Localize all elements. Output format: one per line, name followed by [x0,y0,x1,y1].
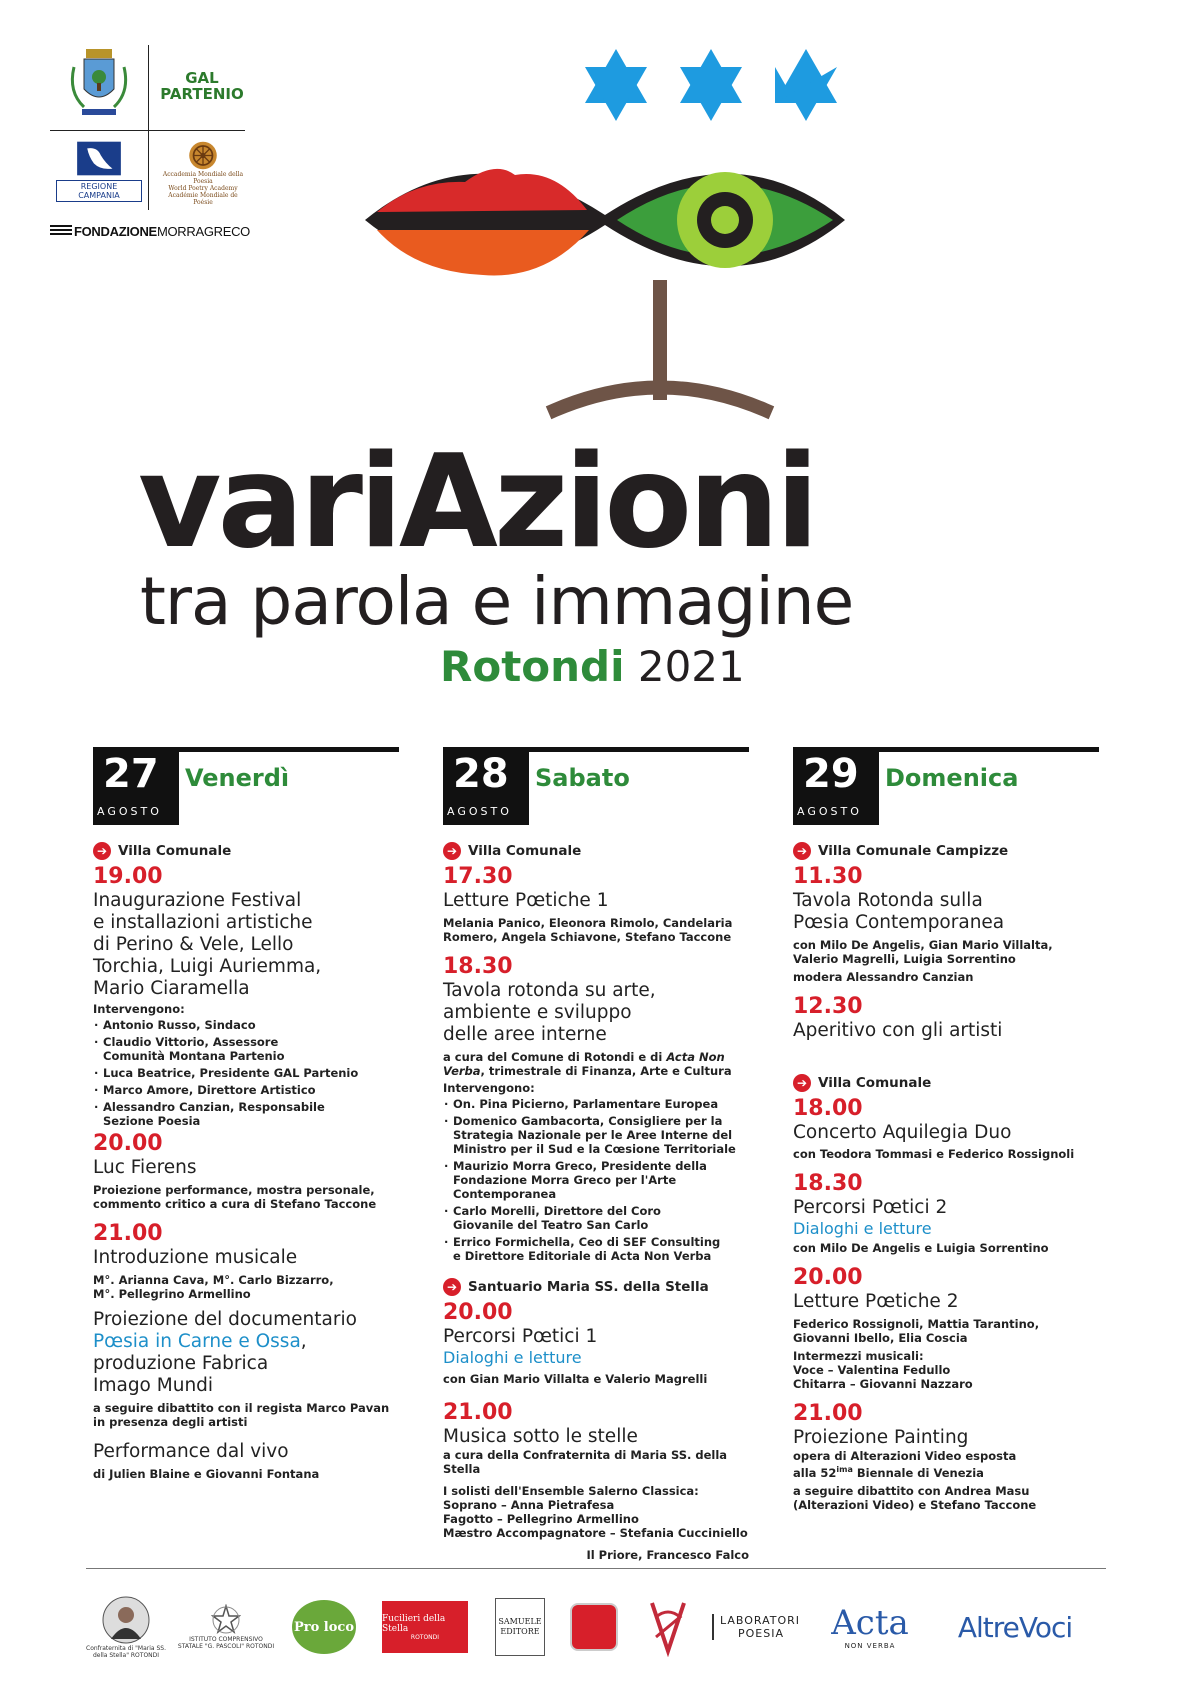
event-title: Letture Pœtiche 1 [443,890,609,911]
event-time: 20.00 [793,1265,863,1290]
venue-name: Santuario Maria SS. della Stella [468,1279,709,1295]
festival-title [138,428,815,578]
academy-line-1: Accademia Mondiale della Poesia [162,171,244,185]
program-column-friday [93,838,399,1481]
ensemble-line: Mæstro Accompagnatore – Stefania Cucciniello [443,1526,748,1540]
speaker-item: · Domenico Gambacorta, Consigliere per la Strategia Nazionale per le Aree Interne del Ministro per il Sud e la Cœsione Territoriale [443,1114,749,1156]
event-title-line: Mario Ciaramella [93,978,250,999]
event-desc-line: a cura della Confraternita di Maria SS. della Stella [443,1448,728,1476]
day-header-2 [443,747,749,825]
event-desc-line: (Alterazioni Video) e Stefano Taccone [793,1497,1037,1512]
event-desc-line: di Julien Blaine e Giovanni Fontana [93,1467,320,1481]
academy-wheel-icon [185,140,221,171]
event-desc-line: Federico Rossignoli, Mattia Tarantino, [793,1317,1040,1331]
venue-name: Villa Comunale Campizze [818,843,1009,859]
event-desc-line: con Milo De Angelis, Gian Mario Villalta, [793,938,1053,952]
speaker-item: · Maurizio Morra Greco, Presidente della Fondazione Morra Greco per l'Arte Contemporanea [443,1159,749,1201]
acta-text: Acta [831,1603,909,1643]
acta-non-verba-logo [820,1582,920,1672]
monogram-icon [646,1597,690,1657]
program-column-saturday [443,838,749,1562]
day-number-box [793,747,879,825]
speaker-item: · On. Pina Picierno, Parlamentare Europea [443,1097,749,1111]
priore-signature: Il Priore, Francesco Falco [586,1548,749,1562]
ensemble-line: I solisti dell'Ensemble Salerno Classica: [443,1484,699,1498]
speaker-item: · Antonio Russo, Sindaco [93,1018,399,1032]
fucilieri-text: Fucilieri della Stella [382,1613,446,1634]
event-desc-line: modera Alessandro Canzian [793,970,974,984]
art-app-icon [570,1603,618,1651]
campania-label: REGIONE CAMPANIA [56,180,142,202]
event-subtitle: Dialoghi e letture [443,1348,582,1367]
speakers-list [93,1018,399,1128]
music-line: Voce – Valentina Fedullo [793,1363,951,1377]
day-header-3 [793,747,1099,825]
laboratori-text: LABORATORI [720,1614,801,1627]
event-desc-line: M°. Pellegrino Armellino [93,1287,251,1301]
venue-name: Villa Comunale [118,843,232,859]
music-line: Chitarra – Giovanni Nazzaro [793,1377,973,1391]
poesia-text: POESIA [738,1627,784,1640]
day-number: 29 [803,751,859,797]
event-title-line: delle aree interne [443,1024,607,1045]
venue-line [443,1278,749,1296]
fondazione-bold: FONDAZIONE [73,223,157,239]
event-time: 18.30 [793,1171,863,1196]
fucilieri-badge [382,1601,468,1653]
event-desc-line: M°. Arianna Cava, M°. Carlo Bizzarro, [93,1273,334,1287]
event-title: Musica sotto le stelle [443,1426,638,1447]
desc-superscript: ima [836,1465,853,1474]
speaker-item: · Marco Amore, Direttore Artistico [93,1083,399,1097]
event-desc-line: con Teodora Tommasi e Federico Rossignoli [793,1147,1075,1161]
italian-emblem-icon [211,1604,241,1636]
event-title: Proiezione Painting [793,1427,969,1448]
event-desc-line: Romero, Angela Schiavone, Stefano Taccone [443,930,732,944]
event-title-line: Inaugurazione Festival [93,890,302,911]
event-time: 19.00 [93,864,163,889]
footer-divider [86,1568,1106,1569]
gal-name: PARTENIO [160,85,244,103]
event-title-line: Imago Mundi [93,1375,214,1396]
venue-line [93,842,399,860]
fondazione-name: MORRAGRECO [156,223,250,239]
fondazione-stripes-icon [50,225,72,237]
day-number-box [443,747,529,825]
day-number: 27 [103,751,159,797]
arrow-right-icon: ➔ [793,842,811,860]
event-title: Percorsi Pœtici 2 [793,1197,948,1218]
event-title-line: produzione Fabrica [93,1353,269,1374]
speakers-label: Intervengono: [93,1002,185,1016]
festival-subtitle: tra parola e immagine [140,563,854,640]
stars-decoration [580,45,842,127]
event-title-line: di Perino & Vele, Lello [93,934,294,955]
event-desc-line: Melania Panico, Eleonora Rimolo, Candelaria [443,916,733,930]
altrevoci-text: AltreVoci [957,1610,1073,1644]
day-month: AGOSTO [447,805,512,818]
star-icon-2 [680,49,742,121]
event-time: 20.00 [443,1300,513,1325]
documentary-comma: , [300,1331,307,1352]
arrow-right-icon: ➔ [93,842,111,860]
academy-line-2: World Poetry Academy [168,185,238,192]
event-time: 17.30 [443,864,513,889]
altrevoci-logo [940,1582,1090,1672]
samuele-box [495,1598,545,1656]
day-month: AGOSTO [797,805,862,818]
rotondi-coat-of-arms-logo [62,46,136,122]
event-desc-line: a seguire dibattito con il regista Marco Pavan [93,1401,390,1415]
samuele-editore-logo [490,1582,550,1672]
day-header-1 [93,747,399,825]
event-desc-line: Proiezione performance, mostra personale, [93,1183,375,1197]
confraternita-logo [86,1582,166,1672]
event-desc-line [793,1463,1099,1480]
desc-part: alla 52 [793,1465,837,1480]
event-title: Concerto Aquilegia Duo [793,1122,1012,1143]
event-time: 21.00 [443,1400,513,1425]
day-number-box [93,747,179,825]
fucilieri-logo [380,1582,470,1672]
event-desc-line: con Gian Mario Villalta e Valerio Magrelli [443,1372,708,1386]
world-poetry-academy-logo [158,140,248,206]
event-title: Introduzione musicale [93,1247,298,1268]
event-title: Performance dal vivo [93,1441,289,1462]
event-title-line: Pœsia Contemporanea [793,912,1005,933]
event-title: Percorsi Pœtici 1 [443,1326,598,1347]
event-title-line: e installazioni artistiche [93,912,313,933]
monogram-logo [640,1582,696,1672]
istituto-text: ISTITUTO COMPRENSIVO STATALE "G. PASCOLI" ROTONDI [177,1636,275,1650]
festival-city: Rotondi [440,642,625,691]
confraternita-text: Confraternita di "Maria SS. della Stella" ROTONDI [86,1645,166,1659]
title-part-2: Azioni [398,428,816,577]
gal-label: GAL [185,69,219,87]
event-time: 12.30 [793,994,863,1019]
fondazione-logo [50,222,250,240]
laboratori-poesia-logo [712,1582,802,1672]
documentary-title: Pœsia in Carne e Ossa [93,1331,301,1352]
event-title: Aperitivo con gli artisti [793,1020,1003,1041]
event-title-line [93,1331,399,1353]
star-icon-1 [585,49,647,121]
lips-eye-illustration [355,140,855,430]
istituto-logo [176,1582,276,1672]
event-subtitle: Dialoghi e letture [793,1219,932,1238]
proloco-badge [292,1600,356,1654]
event-title: Luc Fierens [93,1157,197,1178]
festival-place [440,642,745,692]
event-desc-line: opera di Alterazioni Video esposta [793,1449,1017,1463]
event-title: Letture Pœtiche 2 [793,1291,959,1312]
academy-line-3: Académie Mondiale de Poésie [168,192,238,206]
event-time: 18.30 [443,954,513,979]
event-desc-line: a seguire dibattito con Andrea Masu [793,1483,1030,1498]
festival-year: 2021 [637,642,745,691]
event-desc-line: Valerio Magrelli, Luigia Sorrentino [793,952,1016,966]
day-name: Domenica [885,764,1019,792]
venue-name: Villa Comunale [468,843,582,859]
event-title-line: Tavola Rotonda sulla [793,890,983,911]
day-number: 28 [453,751,509,797]
event-title-line: Torchia, Luigi Auriemma, [93,956,322,977]
arrow-right-icon: ➔ [443,1278,461,1296]
event-title-line: Proiezione del documentario [93,1309,357,1330]
program-column-sunday [793,838,1099,1512]
event-time: 21.00 [93,1221,163,1246]
venue-line [793,1074,1099,1092]
event-time: 20.00 [93,1131,163,1156]
title-part-1: vari [138,428,399,577]
desc-part: a cura del Comune di Rotondi e di [443,1050,663,1064]
event-time: 11.30 [793,864,863,889]
venue-name: Villa Comunale [818,1075,932,1091]
campania-shield-icon [71,140,127,177]
acta-sub: NON VERBA [844,1642,896,1650]
ensemble-line: Soprano – Anna Pietrafesa [443,1498,615,1512]
madonna-portrait-icon [101,1595,151,1645]
speaker-item: · Errico Formichella, Ceo di SEF Consulting e Direttore Editoriale di Acta Non Verba [443,1235,723,1263]
speakers-list [443,1097,749,1263]
gal-partenio-logo [160,62,244,110]
speakers-label: Intervengono: [443,1081,535,1095]
proloco-text: Pro loco [293,1619,355,1635]
event-desc [443,1050,749,1078]
speaker-item: · Alessandro Canzian, Responsabile Sezione Poesia [93,1100,333,1128]
music-line: Intermezzi musicali: [793,1349,924,1363]
arrow-right-icon: ➔ [443,842,461,860]
day-month: AGOSTO [97,805,162,818]
samuele-text: SAMUELE EDITORE [498,1617,542,1636]
proloco-logo [288,1582,360,1672]
desc-part: Biennale di Venezia [852,1465,984,1480]
event-desc-line: con Milo De Angelis e Luigia Sorrentino [793,1241,1049,1255]
arrow-right-icon: ➔ [793,1074,811,1092]
day-name: Sabato [535,764,630,792]
ensemble-line: Fagotto – Pellegrino Armellino [443,1512,639,1526]
event-desc-line: in presenza degli artisti [93,1415,248,1429]
fucilieri-sub: ROTONDI [410,1633,440,1641]
day-name: Venerdì [185,764,290,792]
event-desc-line: Giovanni Ibello, Elia Coscia [793,1331,968,1345]
venue-line [443,842,749,860]
event-title-line: Tavola rotonda su arte, [443,980,656,1001]
venue-line [793,842,1099,860]
speaker-item: · Luca Beatrice, Presidente GAL Partenio [93,1066,399,1080]
star-icon-3 [775,49,837,121]
event-title-line: ambiente e sviluppo [443,1002,632,1023]
event-desc-line: commento critico a cura di Stefano Taccone [93,1197,377,1211]
desc-magazine: Acta Non Verba [443,1050,725,1078]
desc-part: , trimestrale di Finanza, Arte e Cultura [480,1064,732,1078]
logo-grid-line-v [148,45,149,210]
art-app-logo [566,1582,622,1672]
speaker-item: · Claudio Vittorio, Assessore Comunità Montana Partenio [93,1035,303,1063]
event-time: 18.00 [793,1096,863,1121]
laboratori-box [712,1614,800,1640]
regione-campania-logo [56,140,142,202]
speaker-item: · Carlo Morelli, Direttore del Coro Giovanile del Teatro San Carlo [443,1204,713,1232]
event-time: 21.00 [793,1401,863,1426]
